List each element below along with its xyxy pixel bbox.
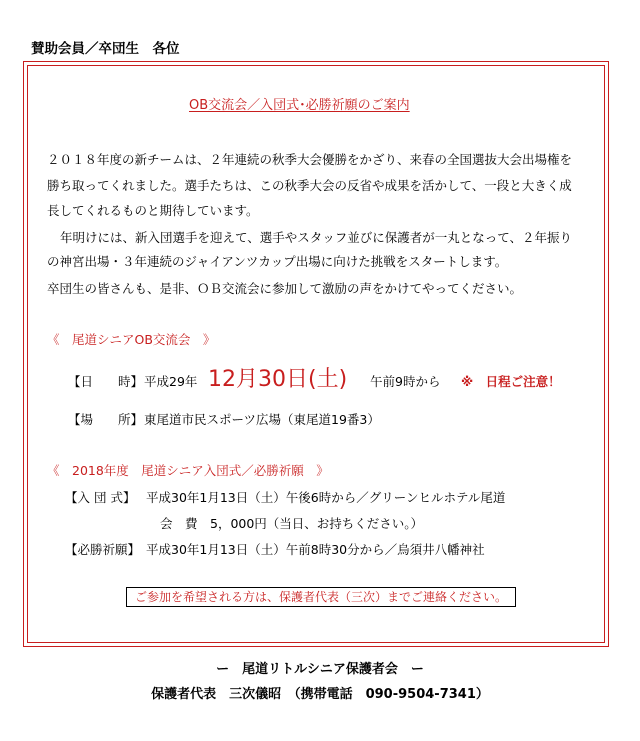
footer-representative: 保護者代表 三次儀昭 （携帯電話 090-9504-7341） [151,687,489,702]
body-line-2: 勝ち取ってくれました。選手たちは、この秋季大会の反省や成果を活かして、一段と大きく成 [47,178,572,193]
place-label: 【場 所】 [68,412,144,427]
notice-title: OB交流会／入団式･必勝祈願のご案内 [189,98,410,113]
contact-notice: ご参加を希望される方は、保護者代表（三次）までご連絡ください。 [126,587,516,607]
prayer-value: 平成30年1月13日（土）午前8時30分から／烏須井八幡神社 [146,542,485,557]
body-line-4: 年明けには、新入団選手を迎えて、選手やスタッフ並びに保護者が一丸となって、２年振り [60,230,573,245]
fee-value: 会 費 5，000円（当日、お持ちください。） [160,516,424,531]
addressee: 賛助会員／卒団生 各位 [31,41,180,57]
body-line-6: 卒団生の皆さんも、是非、ＯＢ交流会に参加して激励の声をかけてやってください。 [47,281,523,296]
body-line-3: 長してくれるものと期待しています。 [47,203,259,218]
date-warning: ※ 日程ご注意！ [461,374,561,389]
date-suffix: 午前9時から [370,374,441,389]
place-value: 東尾道市民スポーツ広場（東尾道19番3） [144,412,380,427]
section1-heading: 《 尾道シニアOB交流会 》 [47,332,216,347]
body-line-5: の神宮出場・３年連続のジャイアンツカップ出場に向けた挑戦をスタートします。 [47,254,508,269]
date-prefix: 平成29年 [144,374,198,389]
prayer-label: 【必勝祈願】 [65,542,141,557]
ceremony-value: 平成30年1月13日（土）午後6時から／グリーンヒルホテル尾道 [146,490,506,505]
date-label: 【日 時】 [68,374,144,389]
body-line-1: ２０１８年度の新チームは、２年連続の秋季大会優勝をかざり、来春の全国選抜大会出場権を [47,152,573,167]
ceremony-label: 【入 団 式】 [65,490,136,505]
section2-heading: 《 2018年度 尾道シニア入団式／必勝祈願 》 [47,463,329,478]
date-highlight: 12月30日(土) [208,367,348,392]
footer-organization: ー 尾道リトルシニア保護者会 ー [216,662,424,677]
